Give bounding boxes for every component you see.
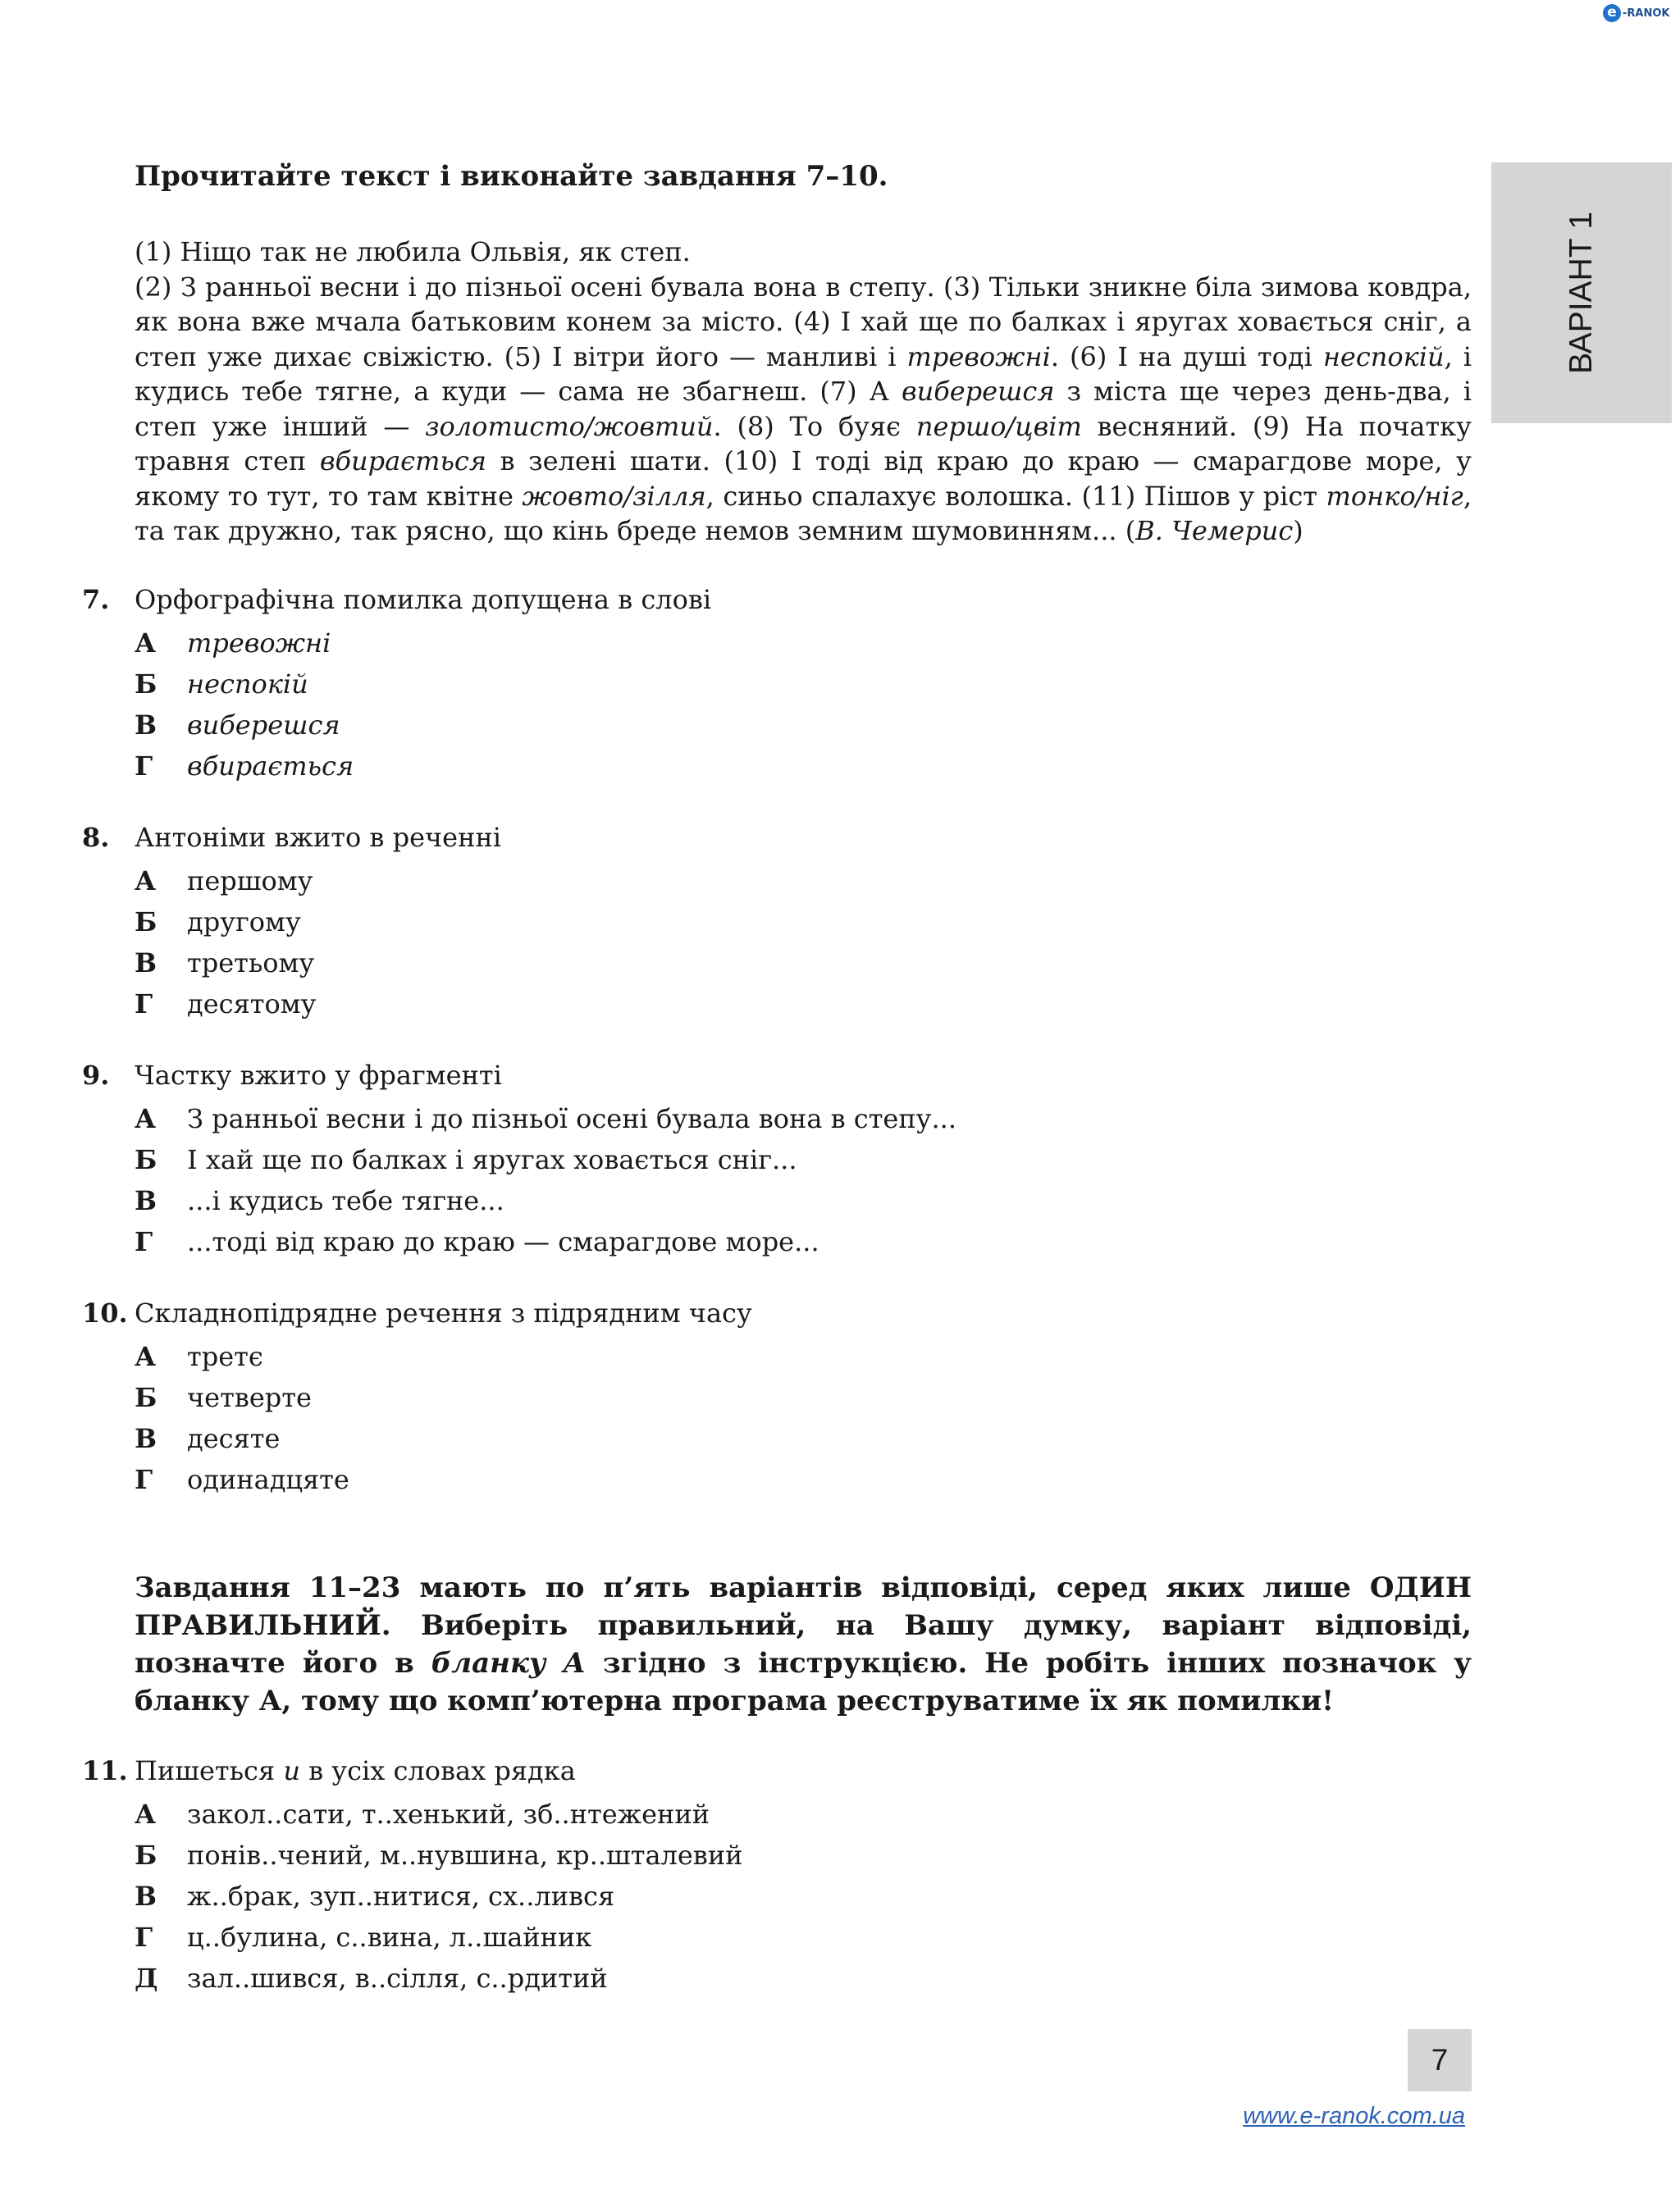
option-letter: В xyxy=(135,1422,158,1454)
variant-label: ВАРІАНТ 1 xyxy=(1564,211,1599,375)
option-letter: А xyxy=(135,1340,157,1372)
option-letter: А xyxy=(135,1798,157,1830)
section-heading: Прочитайте текст і виконайте завдання 7–10. xyxy=(135,160,888,193)
question-stem xyxy=(82,1057,1477,1093)
answer-option xyxy=(135,623,1477,664)
option-letter: Б xyxy=(135,1381,158,1413)
question-text xyxy=(135,1753,576,1789)
answer-option xyxy=(135,1418,1477,1459)
question-number: 10. xyxy=(82,1297,128,1329)
question-item xyxy=(82,1295,1477,1500)
answer-options xyxy=(135,1794,1477,1999)
option-text: вбирається xyxy=(187,750,354,782)
question-number: 7. xyxy=(82,583,110,615)
option-letter: Г xyxy=(135,1921,153,1953)
option-text: четверте xyxy=(187,1381,312,1413)
question-text-part: в усіх словах рядка xyxy=(299,1754,576,1786)
option-text: ...тоді від краю до краю — смарагдове море... xyxy=(187,1225,819,1257)
answer-options xyxy=(135,623,1477,787)
passage-text-segment: , та так дружно, так рясно, що кінь бреде немов земним шумовинням... ( xyxy=(135,480,1472,546)
passage-text-segment: тревожні xyxy=(906,340,1051,372)
option-text: ц..булина, с..вина, л..шайник xyxy=(187,1921,592,1953)
option-letter: Б xyxy=(135,1839,158,1871)
passage-text-segment: тонко/ніг xyxy=(1326,480,1463,512)
question-item xyxy=(82,819,1477,1024)
answer-option xyxy=(135,1958,1477,1999)
option-letter: А xyxy=(135,627,157,659)
passage-text-segment: в зелені шати. (10) І тоді від краю до краю — смарагдове море, у якому то тут, то там квітне xyxy=(135,445,1472,512)
option-letter: Г xyxy=(135,1225,153,1257)
answer-option xyxy=(135,1336,1477,1377)
option-letter: Г xyxy=(135,987,153,1019)
page-content xyxy=(82,156,1477,1999)
question-text: Частку вжито у фрагменті xyxy=(135,1059,502,1091)
reading-passage xyxy=(135,235,1472,549)
instruction-text-segment: згідно з інструкцією. Не робіть інших позначок у бланку А, тому що комп’ютерна програма реєструватиме їх як помилки! xyxy=(135,1646,1472,1717)
passage-text-segment: В. Чемерис xyxy=(1135,515,1294,546)
question-stem xyxy=(82,1295,1477,1331)
passage-text-segment: . (6) І на душі тоді xyxy=(1050,340,1323,372)
question-text: Складнопідрядне речення з підрядним часу xyxy=(135,1297,752,1329)
answer-option xyxy=(135,983,1477,1024)
option-letter: В xyxy=(135,946,158,978)
option-letter: В xyxy=(135,1184,158,1216)
answer-option xyxy=(135,1139,1477,1180)
option-text: закол..сати, т..хенький, зб..нтежений xyxy=(187,1798,710,1830)
option-letter: А xyxy=(135,1102,157,1134)
option-text: понів..чений, м..нувшина, кр..шталевий xyxy=(187,1839,743,1871)
answer-option xyxy=(135,1794,1477,1835)
option-letter: Г xyxy=(135,1463,153,1495)
question-number: 8. xyxy=(82,821,110,853)
answer-option xyxy=(135,746,1477,787)
logo-mark: e xyxy=(1603,4,1621,22)
passage-text-segment: першо/цвіт xyxy=(915,410,1082,442)
question-stem xyxy=(82,582,1477,618)
question-text-part: Пишеться xyxy=(135,1754,284,1786)
answer-option xyxy=(135,860,1477,901)
passage-text-segment: (2) З ранньої весни і до пізньої осені бувала вона в степу. (3) Тільки зникне біла зимова ковдра, як вона вже мчала батьковим конем за місто. (4) І хай ще по балках і яругах ховається сніг, а степ уже дихає свіжістю. (5) І вітри його — манливі і xyxy=(135,271,1472,372)
page-number: 7 xyxy=(1408,2029,1472,2091)
passage-text-segment: , синьо спалахує волошка. (11) Пішов у ріст xyxy=(705,480,1326,512)
instruction-text-segment: Завдання 11–23 мають по п’ять варіантів відповіді, серед яких лише ОДИН ПРАВИЛЬНИЙ. Виберіть правильний, на Вашу думку, варіант відповіді, позначте його в xyxy=(135,1571,1472,1680)
question-item xyxy=(82,582,1477,787)
answer-option xyxy=(135,664,1477,705)
passage-text-segment: з міста ще через день-два, і степ уже інший — xyxy=(135,376,1472,442)
passage-text-segment: , і кудись тебе тягне, а куди — сама не збагнеш. (7) А xyxy=(135,340,1472,407)
passage-text-segment: весняний. (9) На початку травня степ xyxy=(135,410,1472,477)
passage-text-segment: жовто/зілля xyxy=(522,480,706,512)
option-letter: Б xyxy=(135,668,158,700)
option-text: першому xyxy=(187,864,313,896)
option-text: ...і кудись тебе тягне... xyxy=(187,1184,504,1216)
question-list xyxy=(82,582,1477,1500)
option-letter: В xyxy=(135,709,158,741)
option-text: десятому xyxy=(187,987,317,1019)
question-item xyxy=(82,1057,1477,1262)
passage-paragraph-1: (1) Ніщо так не любила Ольвія, як степ. xyxy=(135,236,691,267)
answer-option xyxy=(135,942,1477,983)
option-text: третє xyxy=(187,1340,263,1372)
option-text: ж..брак, зуп..нитися, сх..лився xyxy=(187,1880,615,1912)
option-text: І хай ще по балках і яругах ховається сніг... xyxy=(187,1143,797,1175)
answer-option xyxy=(135,901,1477,942)
answer-option xyxy=(135,1459,1477,1500)
question-text: Антоніми вжито в реченні xyxy=(135,821,501,853)
passage-paragraph-2 xyxy=(135,270,1472,549)
passage-text-segment: . (8) То буяє xyxy=(713,410,916,442)
answer-options xyxy=(135,1098,1477,1262)
question-text: Орфографічна помилка допущена в слові xyxy=(135,583,712,615)
passage-text-segment: неспокій xyxy=(1322,340,1445,372)
answer-option xyxy=(135,1917,1477,1958)
option-letter: А xyxy=(135,864,157,896)
option-letter: Б xyxy=(135,1143,158,1175)
question-text-italic: и xyxy=(283,1754,300,1786)
option-text: неспокій xyxy=(187,668,308,700)
publisher-logo xyxy=(1603,2,1677,25)
option-text: десяте xyxy=(187,1422,281,1454)
option-text: тревожні xyxy=(187,627,331,659)
passage-text-segment: вбирається xyxy=(319,445,486,477)
option-letter: Г xyxy=(135,750,153,782)
variant-tab xyxy=(1491,162,1672,423)
option-text: зал..шився, в..сілля, с..рдитий xyxy=(187,1962,608,1994)
instruction-block xyxy=(135,1569,1472,1720)
question-stem xyxy=(82,819,1477,855)
question-stem xyxy=(82,1753,1477,1789)
answer-options xyxy=(135,860,1477,1024)
answer-option xyxy=(135,1098,1477,1139)
answer-option xyxy=(135,1835,1477,1876)
answer-option xyxy=(135,705,1477,746)
logo-text: -RANOK xyxy=(1623,7,1670,20)
option-letter: Б xyxy=(135,905,158,937)
answer-option xyxy=(135,1377,1477,1418)
answer-option xyxy=(135,1876,1477,1917)
option-text: З ранньої весни і до пізньої осені бувала вона в степу... xyxy=(187,1102,957,1134)
option-letter: Д xyxy=(135,1962,158,1994)
answer-option xyxy=(135,1180,1477,1221)
passage-text-segment: ) xyxy=(1293,515,1303,546)
website-link[interactable]: www.e-ranok.com.ua xyxy=(1243,2103,1465,2129)
passage-text-segment: виберешся xyxy=(901,376,1055,407)
option-letter: В xyxy=(135,1880,158,1912)
answer-option xyxy=(135,1221,1477,1262)
question-number: 11. xyxy=(82,1754,128,1786)
option-text: другому xyxy=(187,905,301,937)
answer-options xyxy=(135,1336,1477,1500)
option-text: одинадцяте xyxy=(187,1463,349,1495)
option-text: третьому xyxy=(187,946,315,978)
instruction-text-segment: бланку А xyxy=(431,1646,586,1680)
option-text: виберешся xyxy=(187,709,340,741)
question-number: 9. xyxy=(82,1059,110,1091)
question-11 xyxy=(82,1753,1477,1999)
passage-text-segment: золотисто/жовтий xyxy=(425,410,714,442)
